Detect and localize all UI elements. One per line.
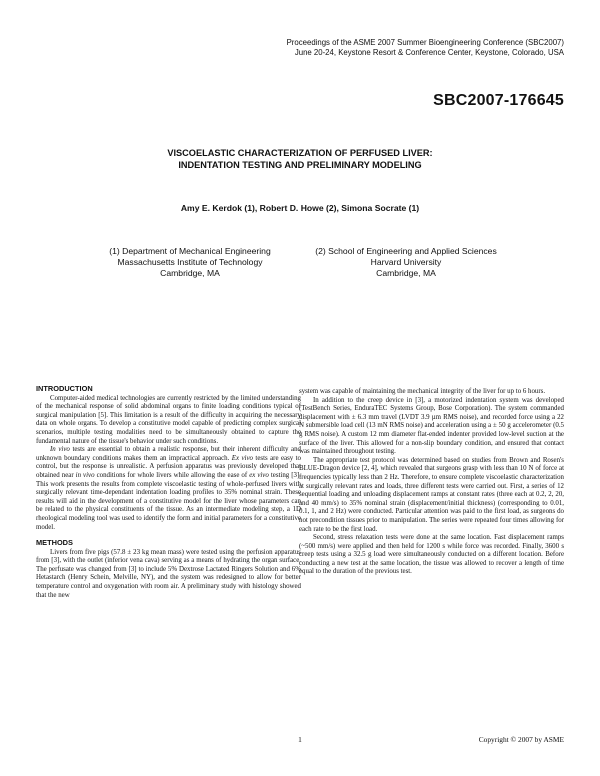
right-column bbox=[299, 388, 564, 577]
affiliation-1 bbox=[80, 246, 300, 279]
methods-paragraph-1: Livers from five pigs (57.8 ± 23 kg mean mass) were tested using the perfusion apparatus from [3], with the outlet (inferior vena cava) serving as a means of hydrating the organ surface. The perfusate was changed from [3] to include 5% Dextrose Lactated Ringers Solution and 6% Hetastarch (Henry Schein, Melville, NY), and the system was redesigned to allow for better temperature control and oxygenation with room air. A preliminary study with histology showed that the new bbox=[36, 548, 301, 599]
methods-paragraph-continued: system was capable of maintaining the mechanical integrity of the liver for up to 6 hours. bbox=[299, 388, 546, 395]
affiliation-2-line-2: Harvard University bbox=[370, 257, 442, 267]
left-column bbox=[36, 385, 301, 600]
page-number: 1 bbox=[298, 735, 302, 744]
in-vivo-italic: In vivo bbox=[50, 446, 70, 454]
methods-paragraph-4: Second, stress relaxation tests were done at the same location. Fast displacement ramps (~500 mm/s) were applied and then held for 1200 s while force was recorded. Finally, 3600 s creep tests using a 32.5 g load were simultaneously conducted on a different location. Before conducting a new test at the same location, the tissue was allowed to recover a length of time equal to the duration of the previous test. bbox=[299, 534, 564, 576]
in-vivo-italic-2: in vivo bbox=[75, 471, 95, 479]
affiliation-2-line-3: Cambridge, MA bbox=[376, 268, 436, 278]
ex-vivo-italic-2: ex vivo bbox=[249, 471, 269, 479]
affiliation-1-line-1: (1) Department of Mechanical Engineering bbox=[109, 246, 271, 256]
affiliation-1-line-3: Cambridge, MA bbox=[160, 268, 220, 278]
methods-paragraph-2: In addition to the creep device in [3], a motorized indentation system was developed (TestBench Series, EnduraTEC Systems Group, Bose Corporation). The system commanded displacement with ± 6.3 mm travel (LVDT 3.9 µm RMS noise), and recorded force using a 22 N submersible load cell (13 mN RMS noise) and acceleration using a ± 50 g accelerometer (0.5 g RMS noise). A custom 12 mm diameter flat-ended indenter provided low-level suction at the surface of the liver. This allowed for a non-slip boundary condition, and ensured that contact was maintained throughout testing. bbox=[299, 396, 564, 456]
paper-id: SBC2007-176645 bbox=[433, 92, 564, 109]
ex-vivo-italic: Ex vivo bbox=[231, 454, 253, 462]
title-line-2: INDENTATION TESTING AND PRELIMINARY MODELING bbox=[178, 160, 422, 170]
title-line-1: VISCOELASTIC CHARACTERIZATION OF PERFUSED LIVER: bbox=[167, 148, 433, 158]
affiliation-2-line-1: (2) School of Engineering and Applied Sciences bbox=[315, 246, 497, 256]
introduction-heading: INTRODUCTION bbox=[36, 384, 93, 393]
introduction-paragraph-2: In vivo tests are essential to obtain a realistic response, but their inherent difficulty and unknown boundary conditions makes them an impractical approach. Ex vivo tests are easy to control, but the response is unrealistic. A perfusion apparatus was previously developed that obtained near in vivo conditions for whole livers while allowing the ease of ex vivo testing [3]. This work presents the results from complete viscoelastic testing of whole-perfused livers with surgically relevant time-dependant indentation loading profiles to 35% nominal strain. These results will aid in the development of a constitutive model for the liver whose parameters can be related to the physical constituents of the tissue. As an intermediate modeling step, a 1D rheological modeling tool was used to identify the form and initial parameters for a constitutive model. bbox=[36, 446, 302, 531]
proceedings-line-1: Proceedings of the ASME 2007 Summer Bioengineering Conference (SBC2007) bbox=[286, 38, 564, 47]
introduction-paragraph-1: Computer-aided medical technologies are currently restricted by the limited understanding of the mechanical response of solid abdominal organs to finite loading conditions typical of surgical manipulation [5]. This limitation is a result of the difficulty in acquiring the necessary data on whole organs. To develop a constitutive model capable of predicting complex surgical scenarios, multiple testing modalities need to be simultaneously obtained to capture the fundamental nature of the tissue's behavior under such conditions. bbox=[36, 394, 301, 445]
proceedings-line-2: June 20-24, Keystone Resort & Conference Center, Keystone, Colorado, USA bbox=[294, 48, 564, 57]
copyright-notice: Copyright © 2007 by ASME bbox=[478, 735, 564, 744]
paper-title bbox=[0, 147, 600, 171]
author-list: Amy E. Kerdok (1), Robert D. Howe (2), Simona Socrate (1) bbox=[180, 203, 420, 213]
affiliation-1-line-2: Massachusetts Institute of Technology bbox=[117, 257, 263, 267]
methods-paragraph-3: The appropriate test protocol was determined based on studies from Brown and Rosen's BLUE-Dragon device [2, 4], which revealed that surgeons grasp with less than 10 N of force at frequencies typically less than 2 Hz. Therefore, to ensure complete viscoelastic characterization at surgically relevant rates and loads, three different tests were carried out. First, a series of 12 sequential loading and unloading displacement ramps at constant rates (three each at 0.2, 2, 20, and 40 mm/s) to 35% nominal strain (displacement/initial thickness) (corresponding to 0.01, 0.1, 1, and 2 Hz) were conducted. Particular attention was paid to the first load, as surgeons do not precondition tissues prior to manipulation. The series were repeated four times allowing for each rate to be the first load. bbox=[299, 456, 564, 533]
proceedings-header bbox=[144, 38, 564, 58]
methods-heading: METHODS bbox=[36, 538, 73, 548]
affiliation-2 bbox=[296, 246, 516, 279]
